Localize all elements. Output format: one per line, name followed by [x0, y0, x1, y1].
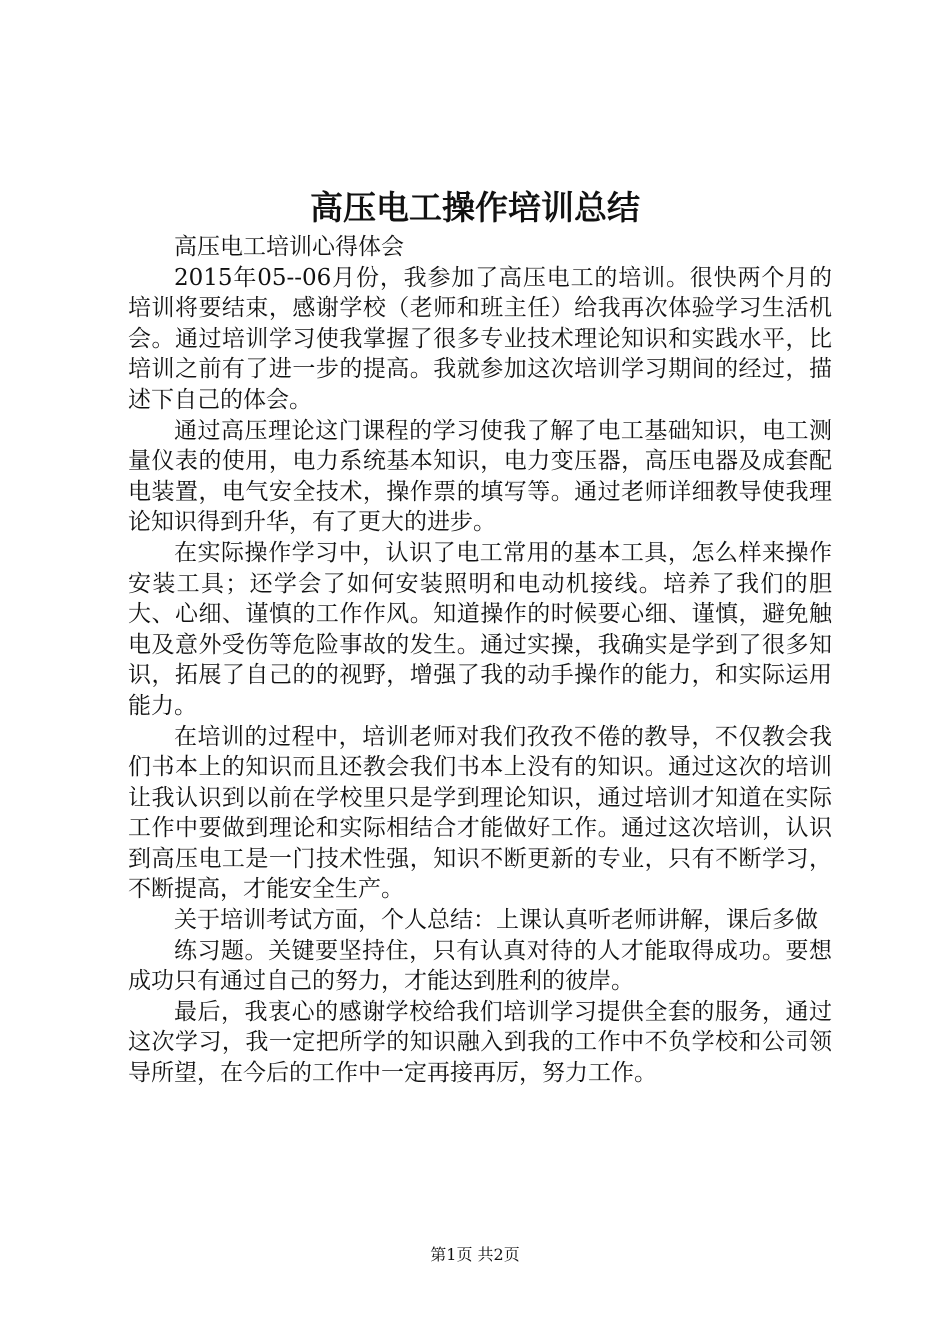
paragraph-theory: 通过高压理论这门课程的学习使我了解了电工基础知识，电工测量仪表的使用，电力系统基本知识，电力变压器，高压电器及成套配电装置，电气安全技术，操作票的填写等。通过老师详细教导使我理论知识得到升华，有了更大的进步。: [128, 417, 832, 536]
page-number-footer: 第1页 共2页: [430, 1245, 520, 1264]
document-title: 高压电工操作培训总结: [310, 188, 640, 227]
paragraph-conclusion: 最后，我衷心的感谢学校给我们培训学习提供全套的服务，通过这次学习，我一定把所学的知识融入到我的工作中不负学校和公司领导所望，在今后的工作中一定再接再厉，努力工作。: [128, 998, 832, 1087]
paragraph-intro: 2015年05--06月份，我参加了高压电工的培训。很快两个月的培训将要结束，感谢学校（老师和班主任）给我再次体验学习生活机会。通过培训学习使我掌握了很多专业技术理论知识和实践水平，比培训之前有了进一步的提高。我就参加这次培训学习期间的经过，描述下自己的体会。: [128, 264, 832, 413]
paragraph-training-process: 在培训的过程中，培训老师对我们孜孜不倦的教导，不仅教会我们书本上的知识而且还教会我们书本上没有的知识。通过这次的培训让我认识到以前在学校里只是学到理论知识，通过培训才知道在实际工作中要做到理论和实际相结合才能做好工作。通过这次培训，认识到高压电工是一门技术性强，知识不断更新的专业，只有不断学习，不断提高，才能安全生产。: [128, 723, 832, 903]
paragraph-exam-continued: 练习题。关键要坚持住，只有认真对待的人才能取得成功。要想成功只有通过自己的努力，才能达到胜利的彼岸。: [128, 937, 832, 995]
paragraph-subtitle: 高压电工培训心得体会: [174, 234, 404, 260]
paragraph-exam: 关于培训考试方面，个人总结：上课认真听老师讲解，课后多做: [174, 907, 818, 934]
paragraph-practice: 在实际操作学习中，认识了电工常用的基本工具，怎么样来操作安装工具；还学会了如何安装照明和电动机接线。培养了我们的胆大、心细、谨慎的工作作风。知道操作的时候要心细、谨慎，避免触电及意外受伤等危险事故的发生。通过实操，我确实是学到了很多知识，拓展了自己的的视野，增强了我的动手操作的能力，和实际运用能力。: [128, 539, 832, 719]
document-body: [128, 232, 832, 1089]
